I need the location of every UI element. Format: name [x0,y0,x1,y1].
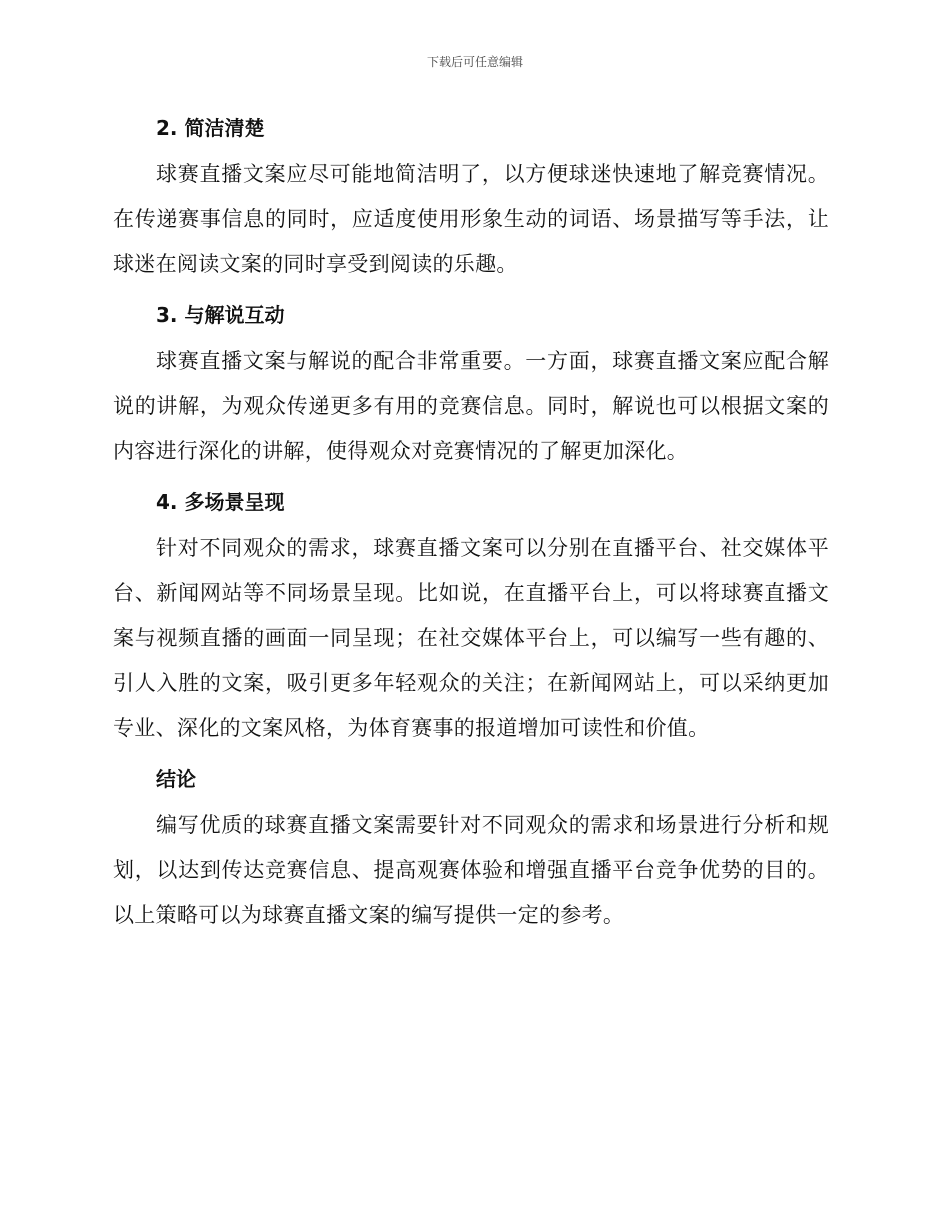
section-paragraph: 球赛直播文案与解说的配合非常重要。一方面，球赛直播文案应配合解说的讲解，为观众传递更多有用的竞赛信息。同时，解说也可以根据文案的内容进行深化的讲解，使得观众对竞赛情况的了解更加深化。 [113,349,829,463]
section-heading: 3. 与解说互动 [156,303,285,327]
section-heading: 2. 简洁清楚 [156,116,265,140]
section-heading: 结论 [156,767,196,791]
section-paragraph: 球赛直播文案应尽可能地简洁明了，以方便球迷快速地了解竞赛情况。在传递赛事信息的同时，应适度使用形象生动的词语、场景描写等手法，让球迷在阅读文案的同时享受到阅读的乐趣。 [113,162,829,276]
page-header: 下载后可任意编辑 [426,55,523,69]
section-paragraph: 编写优质的球赛直播文案需要针对不同观众的需求和场景进行分析和规划，以达到传达竞赛信息、提高观赛体验和增强直播平台竞争优势的目的。以上策略可以为球赛直播文案的编写提供一定的参考。 [113,813,829,927]
document-body [113,108,829,946]
section-paragraph: 针对不同观众的需求，球赛直播文案可以分别在直播平台、社交媒体平台、新闻网站等不同场景呈现。比如说，在直播平台上，可以将球赛直播文案与视频直播的画面一同呈现；在社交媒体平台上，可以编写一些有趣的、引人入胜的文案，吸引更多年轻观众的关注；在新闻网站上，可以采纳更加专业、深化的文案风格，为体育赛事的报道增加可读性和价值。 [113,536,829,740]
section-heading: 4. 多场景呈现 [156,490,285,514]
